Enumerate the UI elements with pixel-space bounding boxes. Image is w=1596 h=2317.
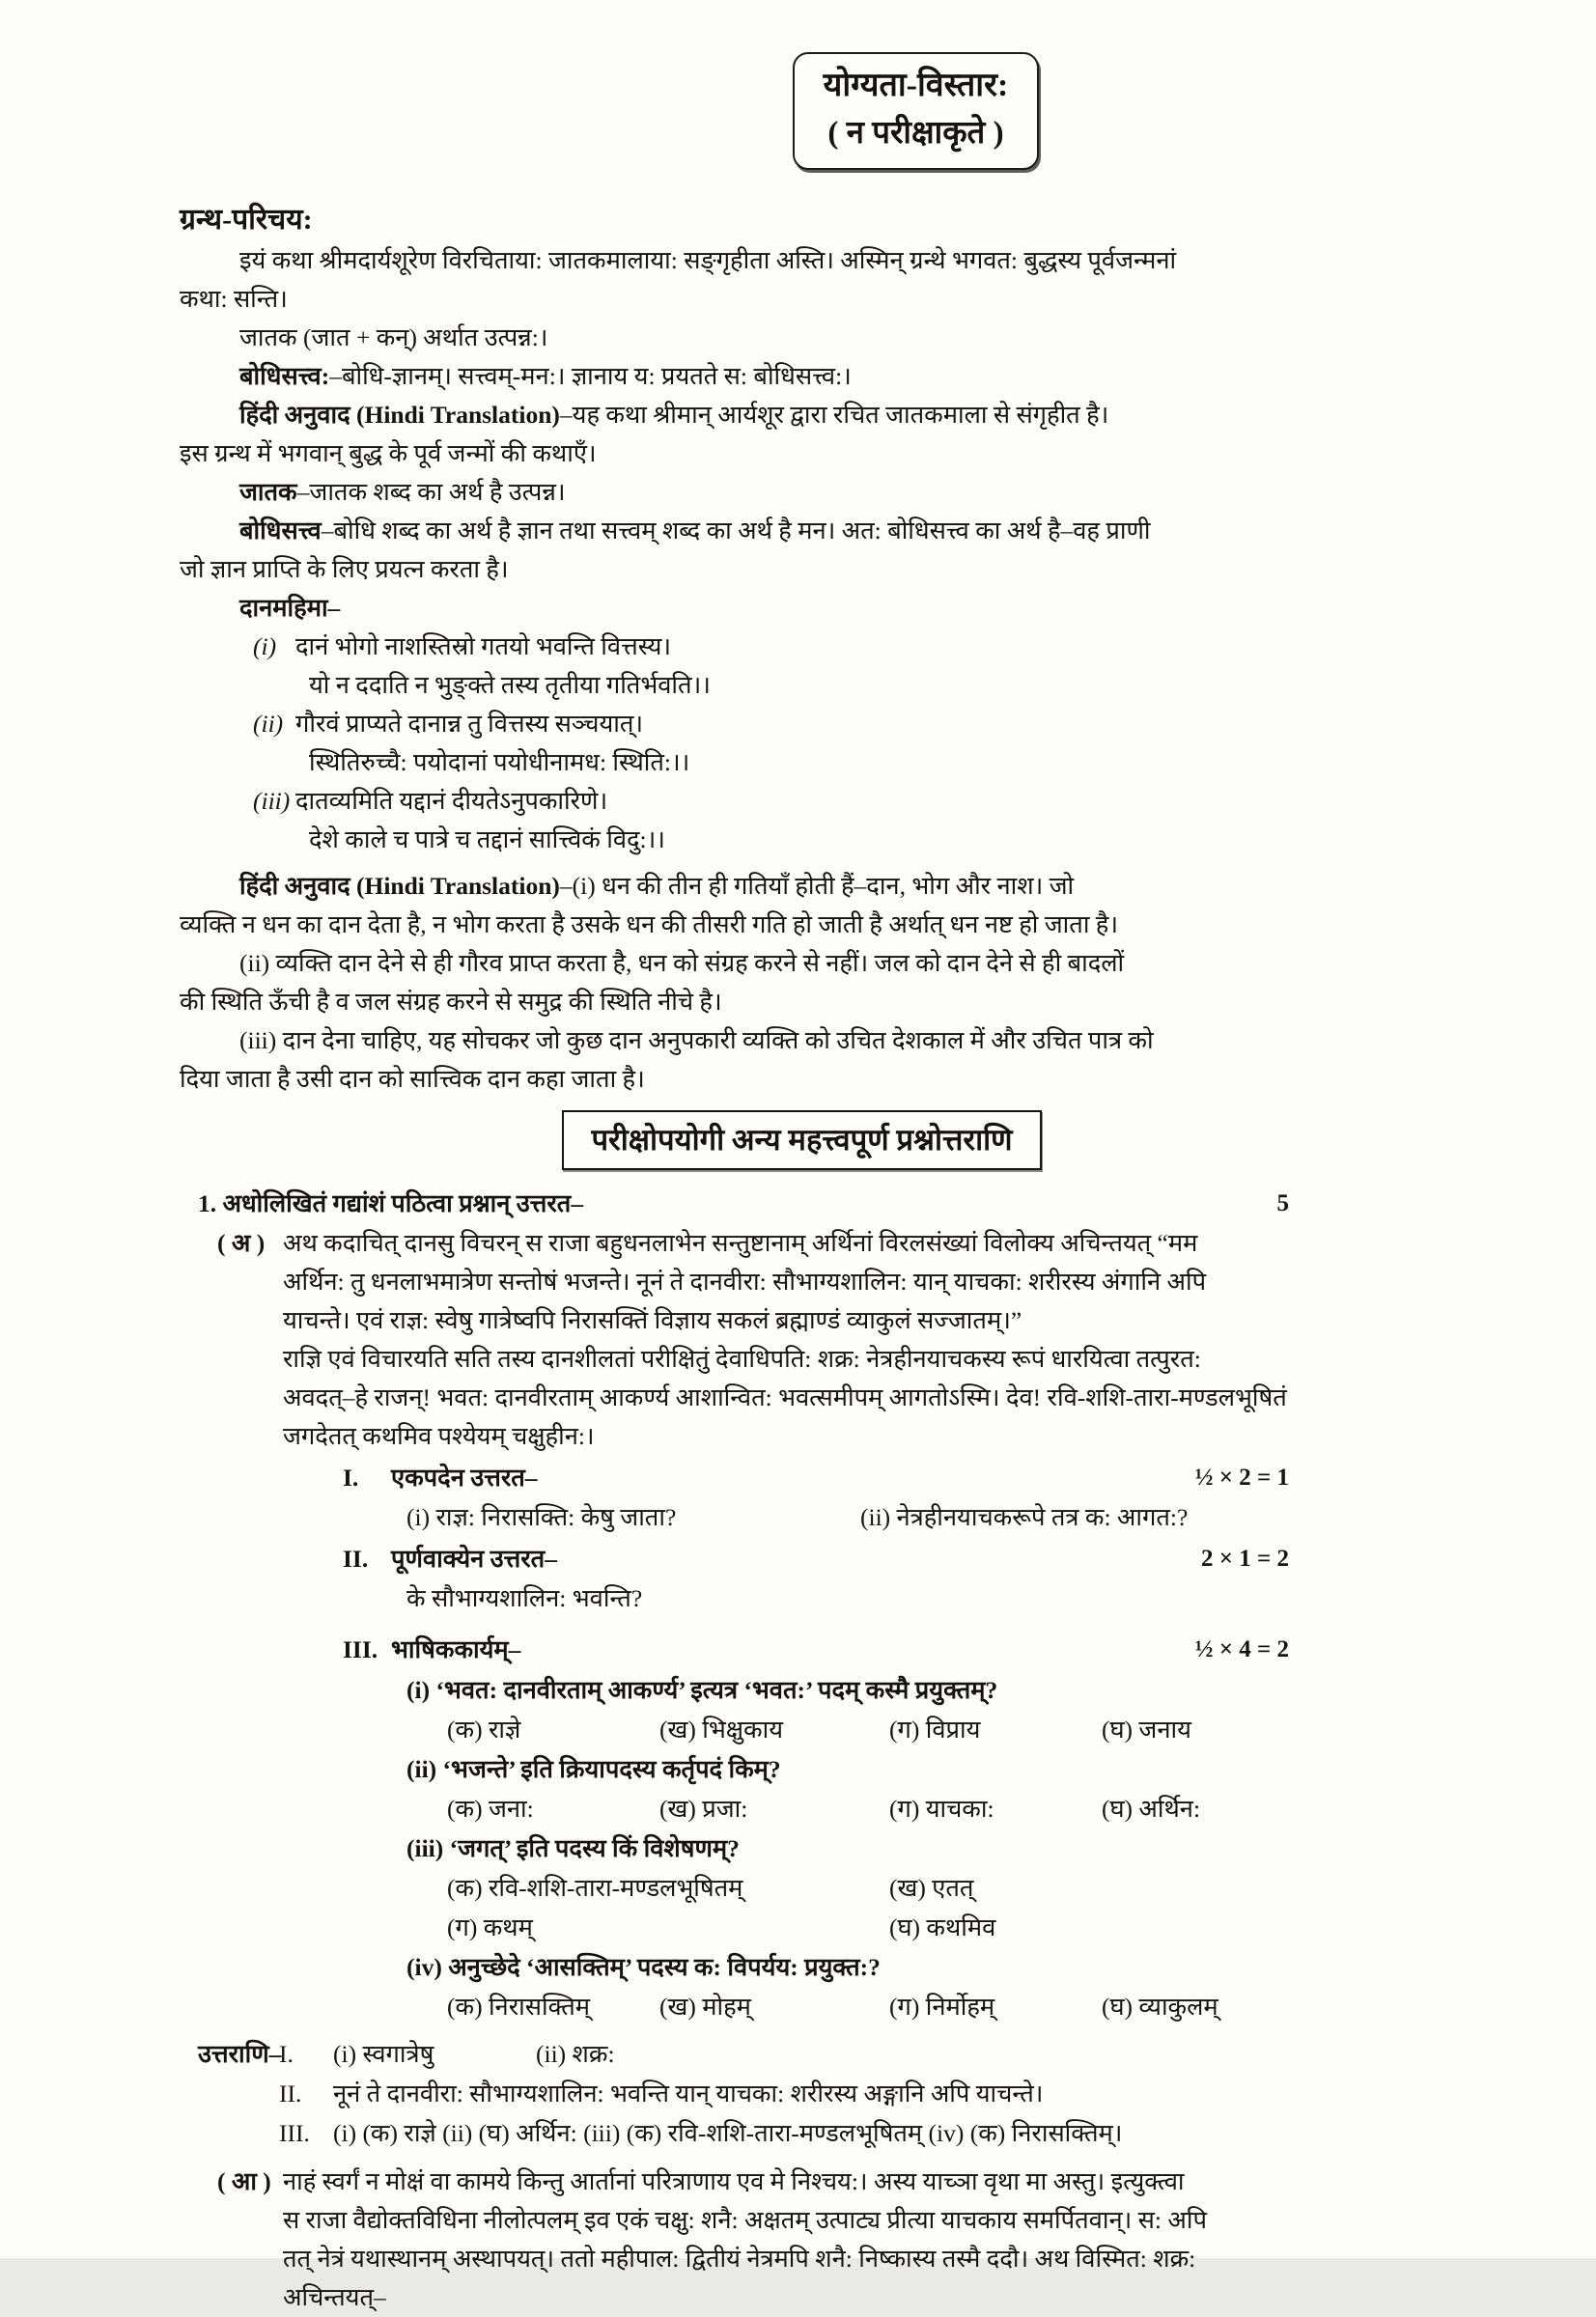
verse-2 <box>253 705 1424 782</box>
hindi-translation2-line <box>180 867 1424 906</box>
answer-1-i: (i) स्वगात्रेषु <box>333 2040 434 2068</box>
exam-questions-section-heading: परीक्षोपयोगी अन्य महत्त्वपूर्ण प्रश्नोत्तराणि <box>562 1110 1041 1170</box>
bodhisattva-meaning-rest: –बोधि शब्द का अर्थ है ज्ञान तथा सत्त्वम् शब्द का अर्थ है मन। अत: बोधिसत्त्व का अर्थ है–वह प्राणी <box>321 516 1151 544</box>
hindi-translation-lead: हिंदी अनुवाद (Hindi Translation) <box>239 401 560 429</box>
mcq-1-option-ga: (ग) विप्राय <box>889 1716 981 1744</box>
mcq-4-option-kha: (ख) मोहम् <box>659 1993 751 2021</box>
answer-1-number: I. <box>279 2040 294 2068</box>
passage-line: अथ कदाचित् दानसु विचरन् स राजा बहुधनलाभेन सन्तुष्टानाम् अर्थिनां विरलसंख्यां विलोक्य अचिन्तयत् “मम <box>283 1229 1198 1257</box>
sub-question-2-title: पूर्णवाक्येन उत्तरत– <box>391 1545 557 1573</box>
answer-row-1 <box>198 2034 1424 2074</box>
granth-parichay-heading: ग्रन्थ-परिचय: <box>180 204 313 236</box>
passage-line: अचिन्तयत्– <box>283 2283 386 2311</box>
sub-question-2-item: के सौभाग्यशालिन: भवन्ति? <box>406 1584 643 1612</box>
hindi-translation2-lead: हिंदी अनुवाद (Hindi Translation) <box>239 872 560 900</box>
mcq-4-option-ga: (ग) निर्मोहम् <box>889 1993 995 2021</box>
chapter-title-box <box>793 52 1040 170</box>
hindi-translation2-line: व्यक्ति न धन का दान देता है, न भोग करता है उसके धन की तीसरी गति हो जाती है अर्थात् धन नष्ट हो जाता है। <box>180 910 1119 938</box>
part-a-label: ( अ ) <box>217 1229 266 1257</box>
mcq-4-option-gha: (घ) व्याकुलम् <box>1102 1993 1218 2021</box>
intro-para-line: इयं कथा श्रीमदार्यशूरेण विरचिताया: जातकमालाया: सङ्गृहीता अस्ति। अस्मिन् ग्रन्थे भगवत: बुद्धस्य पूर्वजन्मनां <box>239 246 1177 274</box>
passage-line: याचन्ते। एवं राज्ञ: स्वेषु गात्रेष्वपि निरासक्तिं विज्ञाय सकलं ब्रह्माण्डं व्याकुलं सज्जातम्।” <box>283 1306 1022 1334</box>
sub-question-2-row <box>180 1539 1424 1579</box>
intro-para-line: कथा: सन्ति। <box>180 285 288 313</box>
hindi-translation-line: इस ग्रन्थ में भगवान् बुद्ध के पूर्व जन्मों की कथाएँ। <box>180 439 597 467</box>
mcq-2-option-gha: (घ) अर्थिन: <box>1102 1795 1201 1823</box>
sub-question-3-number: III. <box>343 1635 378 1663</box>
sub-question-3-marks: ½ × 4 = 2 <box>1194 1636 1289 1662</box>
sub-question-3-title: भाषिककार्यम्– <box>391 1635 521 1663</box>
answer-row-2 <box>198 2074 1424 2113</box>
bodhisattva-meaning-line: जो ज्ञान प्राप्ति के लिए प्रयत्न करता है। <box>180 555 509 583</box>
passage-line: स राजा वैद्योक्तविधिना नीलोत्पलम् इव एकं चक्षु: शनै: अक्षतम् उत्पाट्य प्रीत्या याचकाय समर्पितवान्। स: अपि <box>283 2206 1207 2234</box>
question-1-marks: 5 <box>1276 1190 1289 1216</box>
verse-line: गौरवं प्राप्यते दानान्न तु वित्तस्य सञ्चयात्। <box>295 710 644 738</box>
sub-question-2-marks: 2 × 1 = 2 <box>1201 1546 1289 1572</box>
mcq-1-option-ka: (क) राज्ञे <box>447 1716 521 1744</box>
chapter-title: योग्यता-विस्तार: <box>823 68 1009 103</box>
verse-line: दातव्यमिति यद्दानं दीयतेऽनुपकारिणे। <box>295 787 608 815</box>
verse-line: स्थितिरुच्चै: पयोदानां पयोधीनामध: स्थिति:।। <box>309 748 690 776</box>
passage-line: अवदत्–हे राजन्! भवत: दानवीरताम् आकर्ण्य आशान्वित: भवत्समीपम् आगतोऽस्मि। देव! रवि-शशि-तारा-मण्डलभूषितं <box>283 1383 1287 1411</box>
sub-question-1-marks: ½ × 2 = 1 <box>1194 1465 1289 1491</box>
mcq-4-options <box>447 1987 1424 2026</box>
bodhisattva-meaning-line <box>180 512 1424 550</box>
answer-row-3 <box>198 2113 1424 2153</box>
sub-question-1-items <box>406 1498 1424 1537</box>
verse-number: (iii) <box>253 787 291 815</box>
sub-question-2-number: II. <box>343 1545 369 1573</box>
hindi-translation2-rest: –(i) धन की तीन ही गतियाँ होती हैं–दान, भोग और नाश। जो <box>559 872 1075 900</box>
answer-2-text: नूनं ते दानवीरा: सौभाग्यशालिन: भवन्ति यान् याचका: शरीरस्य अङ्गानि अपि याचन्ते। <box>333 2080 1044 2108</box>
mcq-1-option-kha: (ख) भिक्षुकाय <box>659 1716 784 1744</box>
passage-line: राज्ञि एवं विचारयति सति तस्य दानशीलतां परीक्षितुं देवाधिपति: शक्र: नेत्रहीनयाचकस्य रूपं धारयित्वा तत्पुरत: <box>283 1345 1201 1373</box>
verse-line: दानं भोगो नाशस्तिस्रो गतयो भवन्ति वित्तस्य। <box>295 632 672 660</box>
mcq-2-question: (ii) ‘भजन्ते’ इति क्रियापदस्य कर्तृपदं किम्? <box>406 1755 781 1783</box>
passage-line: जगदेतत् कथमिव पश्येयम् चक्षुहीन:। <box>283 1422 595 1450</box>
mcq-3-option-gha: (घ) कथमिव <box>889 1913 996 1941</box>
sub-question-1-number: I. <box>343 1464 359 1492</box>
question-1-heading: 1. अधोलिखितं गद्यांशं पठित्वा प्रश्नान् उत्तरत– <box>198 1189 584 1217</box>
bodhisattva-rest: –बोधि-ज्ञानम्। सत्त्वम्-मन:। ज्ञानाय य: प्रयतते स: बोधिसत्त्व:। <box>329 362 852 390</box>
verse-1 <box>253 628 1424 705</box>
answer-1-ii: (ii) शक्र: <box>536 2040 615 2068</box>
mcq-4-option-ka: (क) निरासक्तिम् <box>447 1993 591 2021</box>
sub-question-3-row <box>180 1630 1424 1670</box>
mcq-4-question: (iv) अनुच्छेदे ‘आसक्तिम्’ पदस्य क: विपर्यय: प्रयुक्त:? <box>406 1953 881 1981</box>
mcq-3-option-ga: (ग) कथम् <box>447 1913 533 1941</box>
hindi-translation2-line: की स्थिति ऊँची है व जल संग्रह करने से समुद्र की स्थिति नीचे है। <box>180 988 722 1016</box>
passage-line: नाहं स्वर्गं न मोक्षं वा कामये किन्तु आर्तानां परित्राणाय एव मे निश्चय:। अस्य याच्ञा वृथा मा अस्तु। इत्युक्त्वा <box>283 2167 1185 2195</box>
jataka-lead: जातक <box>239 478 297 506</box>
verse-number: (i) <box>253 632 277 660</box>
answer-3-number: III. <box>279 2119 310 2147</box>
verse-line: देशे काले च पात्रे च तद्दानं सात्त्विकं विदु:।। <box>309 825 665 853</box>
mcq-1-option-gha: (घ) जनाय <box>1102 1716 1191 1744</box>
mcq-2-option-ka: (क) जना: <box>447 1795 534 1823</box>
answer-3-text: (i) (क) राज्ञे (ii) (घ) अर्थिन: (iii) (क) रवि-शशि-तारा-मण्डलभूषितम् (iv) (क) निरासक्तिम्। <box>333 2119 1123 2147</box>
jataka-meaning-line <box>180 473 1424 512</box>
hindi-translation-rest: –यह कथा श्रीमान् आर्यशूर द्वारा रचित जातकमाला से संगृहीत है। <box>559 401 1109 429</box>
mcq-3-option-kha: (ख) एतत् <box>889 1874 974 1902</box>
hindi-translation-line <box>180 396 1424 434</box>
verse-3 <box>253 782 1424 859</box>
hindi-translation2-line: दिया जाता है उसी दान को सात्त्विक दान कहा जाता है। <box>180 1065 645 1093</box>
daan-mahima-heading: दानमहिमा– <box>239 594 341 622</box>
mcq-2-option-ga: (ग) याचका: <box>889 1795 994 1823</box>
answers-block <box>180 2034 1424 2153</box>
verse-line: यो न ददाति न भुङ्क्ते तस्य तृतीया गतिर्भवति।। <box>309 671 711 699</box>
answer-2-number: II. <box>279 2080 302 2108</box>
hindi-translation2-line: (iii) दान देना चाहिए, यह सोचकर जो कुछ दान अनुपकारी व्यक्ति को उचित देशकाल में और उचित पात्र को <box>239 1026 1154 1054</box>
passage-line: अर्थिन: तु धनलाभमात्रेण सन्तोषं भजन्ते। नूनं ते दानवीरा: सौभाग्यशालिन: यान् याचका: शरीरस्य अंगानि अपि <box>283 1268 1207 1296</box>
sub-question-1-ii: (ii) नेत्रहीनयाचकरूपे तत्र क: आगत:? <box>860 1503 1189 1531</box>
part-aa-passage <box>217 2163 1424 2317</box>
mcq-2-options <box>447 1789 1424 1828</box>
verse-number: (ii) <box>253 710 284 738</box>
sub-question-1-row <box>180 1458 1424 1498</box>
hindi-translation2-line: (ii) व्यक्ति दान देने से ही गौरव प्राप्त करता है, धन को संग्रह करने से नहीं। जल को दान देने से ही बादलों <box>239 949 1125 977</box>
mcq-3-options <box>447 1868 1424 1947</box>
chapter-subtitle: ( न परीक्षाकृते ) <box>827 116 1004 151</box>
sub-question-1-i: (i) राज्ञ: निरासक्ति: केषु जाता? <box>406 1503 677 1531</box>
sub-question-1-title: एकपदेन उत्तरत– <box>391 1464 538 1492</box>
bodhisattva-definition-line <box>180 357 1424 396</box>
mcq-3-question: (iii) ‘जगत्’ इति पदस्य किं विशेषणम्? <box>406 1834 740 1862</box>
mcq-1-options <box>447 1710 1424 1749</box>
mcq-1-question: (i) ‘भवत: दानवीरताम् आकर्ण्य’ इत्यत्र ‘भवत:’ पदम् कस्मै प्रयुक्तम्? <box>406 1676 998 1704</box>
passage-line: तत् नेत्रं यथास्थानम् अस्थापयत्। ततो महीपाल: द्वितीयं नेत्रमपि शनै: निष्कास्य तस्मै ददौ। अथ विस्मित: शक्र: <box>283 2245 1196 2273</box>
part-a-passage <box>217 1224 1424 1456</box>
bodhisattva-meaning-lead: बोधिसत्त्व <box>239 516 322 544</box>
mcq-2-option-kha: (ख) प्रजा: <box>659 1795 748 1823</box>
jataka-rest: –जातक शब्द का अर्थ है उत्पन्न। <box>296 478 566 506</box>
answers-label: उत्तराणि– <box>198 2040 282 2068</box>
part-aa-label: ( आ ) <box>217 2167 271 2195</box>
question-1-heading-row <box>198 1184 1424 1224</box>
bodhisattva-lead: बोधिसत्त्व: <box>239 362 330 390</box>
mcq-3-option-ka: (क) रवि-शशि-तारा-मण्डलभूषितम् <box>447 1874 743 1902</box>
jataka-definition-line: जातक (जात + कन्) अर्थात उत्पन्न:। <box>239 323 548 351</box>
